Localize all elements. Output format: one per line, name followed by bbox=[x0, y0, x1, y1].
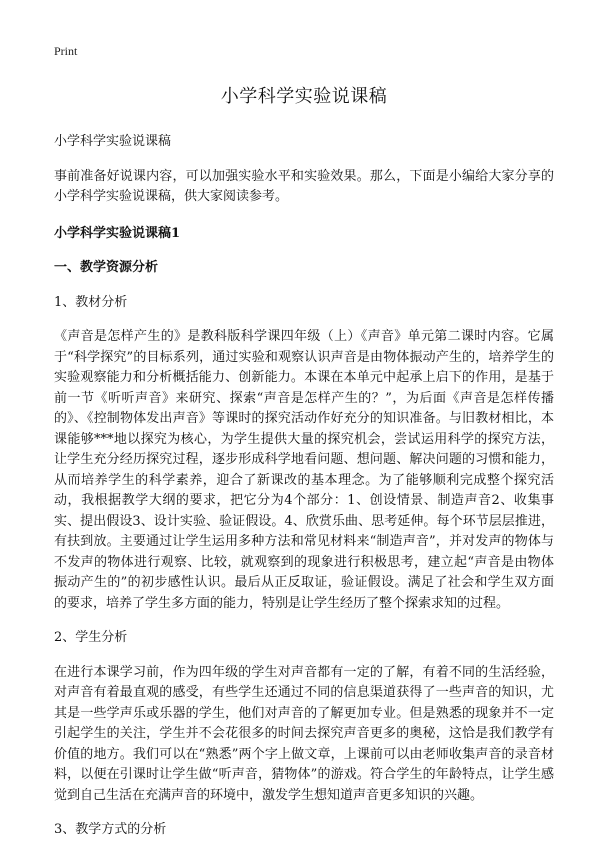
textbook-analysis-paragraph: 《声音是怎样产生的》是教科版科学课四年级（上）《声音》单元第二课时内容。它属于“科学探究”的目标系列，通过实验和观察认识声音是由物体振动产生的，培养学生的实验观察能力和分析概括能力、创新能力。本课在本单元中起承上启下的作用，是基于前一节《听听声音》来研究、探索“声音是怎样产生的？”，为后面《声音是怎样传播的》、《控制物体发出声音》等课时的探究活动作好充分的知识准备。与旧教材相比，本课能够***地以探究为核心，为学生提供大量的探究机会，尝试运用科学的探究方法，让学生充分经历探究过程，逐步形成科学地看问题、想问题、解决问题的习惯和能力，从而培养学生的科学素养，迎合了新课改的基本理念。为了能够顺利完成整个探究活动，我根据教学大纲的要求，把它分为4个部分：1、创设情景、制造声音2、收集事实、提出假设3、设计实验、验证假设。4、欣赏乐曲、思考延伸。每个环节层层推进，有扶到放。主要通过让学生运用多种方法和常见材料来“制造声音”，并对发声的物体与不发声的物体进行观察、比较，就观察到的现象进行积极思考，建立起“声音是由物体振动产生的”的初步感性认识。最后从正反取证，验证假设。满足了社会和学生双方面的要求，培养了学生多方面的能力，特别是让学生经历了整个探索求知的过程。 bbox=[54, 329, 554, 611]
subsection-heading-textbook: 1、教材分析 bbox=[54, 294, 128, 310]
print-link[interactable]: Print bbox=[54, 44, 78, 58]
section-title: 小学科学实验说课稿1 bbox=[54, 225, 181, 241]
page-title: 小学科学实验说课稿 bbox=[220, 86, 388, 107]
part-heading: 一、教学资源分析 bbox=[54, 260, 159, 275]
subsection-heading-teaching-method: 3、教学方式的分析 bbox=[54, 822, 167, 837]
intro-paragraph: 事前准备好说课内容，可以加强实验水平和实验效果。那么，下面是小编给大家分享的小学科学实验说课稿，供大家阅读参考。 bbox=[54, 168, 554, 204]
subsection-heading-students: 2、学生分析 bbox=[54, 630, 128, 645]
document-subtitle: 小学科学实验说课稿 bbox=[54, 134, 172, 149]
student-analysis-paragraph: 在进行本课学习前，作为四年级的学生对声音都有一定的了解，有着不同的生活经验，对声音有着最直观的感受，有些学生还通过不同的信息渠道获得了一些声音的知识，尤其是一些学声乐或乐器的学生，他们对声音的了解更加专业。但是熟悉的现象并不一定引起学生的关注，学生并不会花很多的时间去探究声音更多的奥秘，这恰是我们教学有价值的地方。我们可以在“熟悉”两个字上做文章，上课前可以由老师收集声音的录音材料，以便在引课时让学生做“听声音，猜物体”的游戏。符合学生的年龄特点，让学生感觉到自己生活在充满声音的环境中，激发学生想知道声音更多知识的兴趣。 bbox=[54, 664, 554, 803]
